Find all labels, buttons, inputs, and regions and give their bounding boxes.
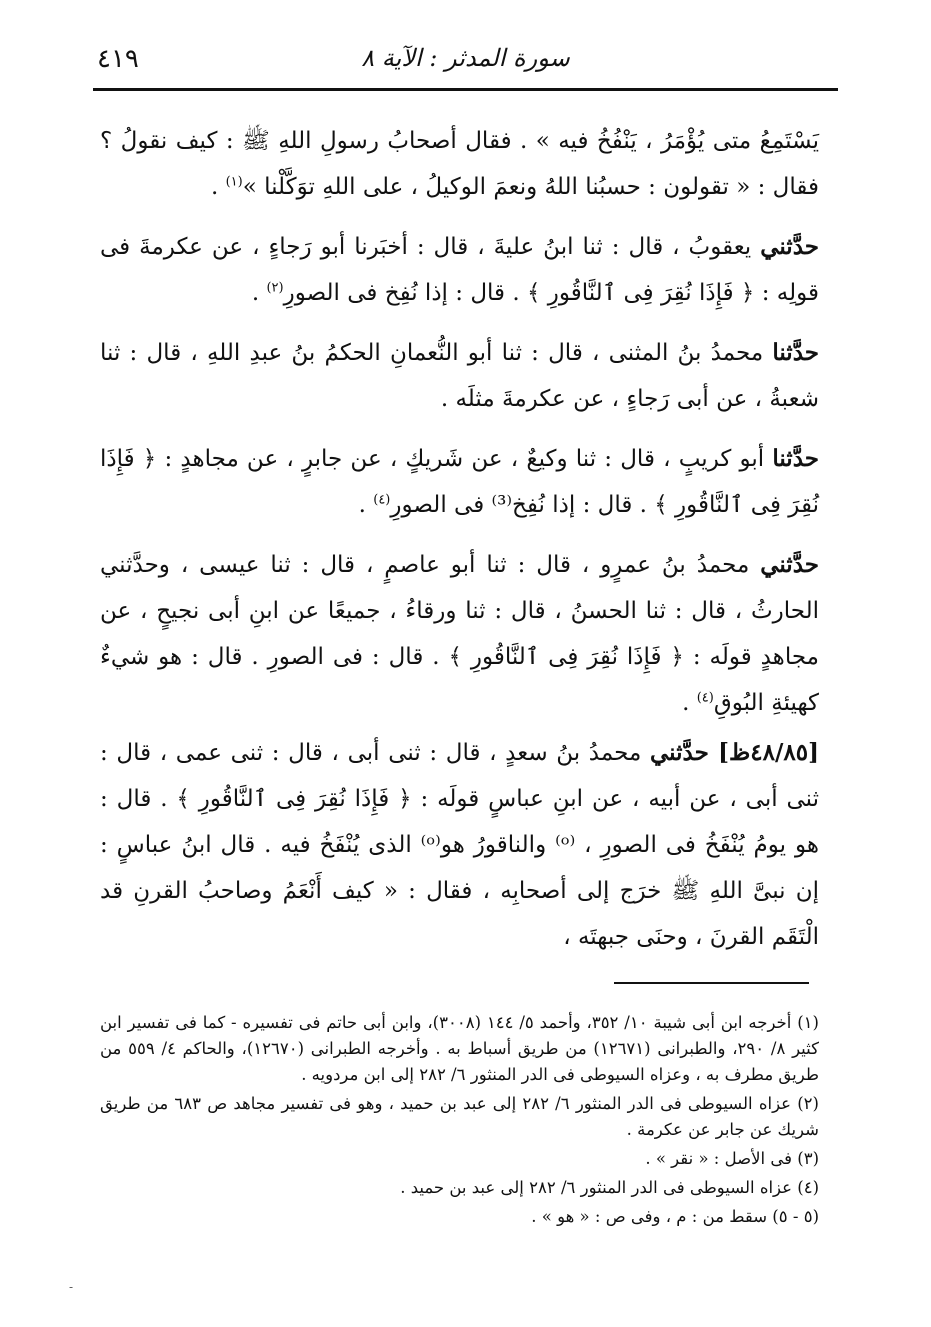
footnote-ref: (١): [225, 174, 243, 190]
footnote: (١) أخرجه ابن أبى شيبة ١٠/ ٣٥٢، وأحمد ٥/ ١٤٤ (٣٠٠٨)، وابن أبى حاتم فى تفسيره - كما فى تفسير ابن كثير ٨/ ٢٩٠، والطبرانى (١٢٦٧١) من طريق أسباط به . وأخرجه الطبرانى (١٢٦٧٠)، والحاكم ٤/ ٥٥٩ من طريق مطرف به ، وعزاه السيوطى فى الدر المنثور ٦/ ٢٨٢ إلى ابن مردويه .: [100, 1013, 819, 1084]
main-text: [100, 118, 819, 974]
paragraph-text: محمدُ بنُ عمرٍو ، قال : ثنا أبو عاصمٍ ، قال : ثنا عيسى ، وحدَّثني الحارثُ ، قال : ثنا الحسنُ ، قال : ثنا ورقاءُ ، جميعًا عن ابنِ أبى نجيحٍ ، عن مجاهدٍ قولَه : ﴿ فَإِذَا نُقِرَ فِى ٱلنَّاقُورِ ﴾ . قال : فى الصورِ . قال : هو شيءٌ كهيئةِ البُوقِ: [100, 552, 819, 716]
footnote-divider: [614, 982, 809, 984]
paragraph-text: محمدُ بنُ سعدٍ ، قال : ثنى أبى ، قال : ثنى عمى ، قال : ثنى أبى ، عن أبيه ، عن ابنِ عباسٍ قولَه : ﴿ فَإِذَا نُقِرَ فِى ٱلنَّاقُورِ ﴾ . قال : هو يومُ يُنْفَخُ فى الصورِ ، ⁽ᵒ⁾ والناقورُ هو⁽ᵒ⁾ الذى يُنْفَخُ فيه . قال ابنُ عباسٍ : إن نبىَّ اللهِ ﷺ خرَج إلى أصحابِه ، فقال : « كيف أَنْعَمُ وصاحبُ القرنِ قد الْتَقَم القرنَ ، وحنَى جبهتَه ،: [100, 740, 819, 950]
paragraph: [100, 542, 819, 726]
paragraph-text: أبو كريبٍ ، قال : ثنا وكيعٌ ، عن شَريكٍ ، عن جابرٍ ، عن مجاهدٍ : ﴿ فَإِذَا نُقِرَ فِى ٱلنَّاقُورِ ﴾ . قال : إذا نُفِخ⁽³⁾ فى الصورِ: [100, 446, 819, 518]
paragraph: [100, 730, 819, 960]
paragraph: [100, 330, 819, 422]
footnote-ref: (٢): [266, 280, 284, 296]
footnote: (٤) عزاه السيوطى فى الدر المنثور ٦/ ٢٨٢ إلى عبد بن حميد .: [400, 1178, 819, 1197]
paragraph-tail: .: [440, 386, 456, 412]
paragraph-tail: .: [210, 174, 226, 200]
paragraph-lead: حدَّثني: [760, 551, 819, 578]
paragraph-lead: حدَّثنا: [772, 445, 819, 472]
paragraph-text: محمدُ بنُ المثنى ، قال : ثنا أبو النُّعمانِ الحكمُ بنُ عبدِ اللهِ ، قال : ثنا شعبةُ ، عن أبى رَجاءٍ ، عن عكرمةَ مثلَه: [100, 340, 819, 412]
footnote: (٥ - ٥) سقط من : م ، وفى ص : « هو » .: [531, 1207, 819, 1226]
running-header: [93, 38, 838, 91]
paragraph-tail: .: [682, 690, 697, 716]
paragraph-lead: حدَّثنا: [772, 339, 819, 366]
footnote-ref: (٤): [696, 690, 714, 706]
footnote: (٣) فى الأصل : « نقر » .: [645, 1149, 819, 1168]
footnote: (٢) عزاه السيوطى فى الدر المنثور ٦/ ٢٨٢ إلى عبد بن حميد ، وهو فى تفسير مجاهد ص ٦٨٣ من طريق شريك عن جابر عن عكرمة .: [100, 1094, 819, 1139]
margin-mark: -: [69, 1280, 74, 1294]
paragraph: [100, 224, 819, 316]
paragraph-text: يعقوبُ ، قال : ثنا ابنُ عليةَ ، قال : أخبَرنا أبو رَجاءٍ ، عن عكرمةَ فى قولِه : ﴿ فَإِذَا نُقِرَ فِى ٱلنَّاقُورِ ﴾ . قال : إذا نُفِخ فى الصورِ: [100, 234, 819, 306]
paragraph-lead: [٤٨/٨٥ظ] حدَّثني: [649, 739, 819, 766]
paragraph: [100, 118, 819, 210]
running-title: سورة المدثر : الآية ٨: [361, 44, 570, 72]
footnotes: [100, 1010, 819, 1233]
paragraph: [100, 436, 819, 528]
footnote-ref: (٤): [373, 492, 391, 508]
paragraph-tail: .: [358, 492, 374, 518]
paragraph-lead: حدَّثني: [760, 233, 819, 260]
paragraph-tail: .: [251, 280, 267, 306]
paragraph-text: يَسْتَمِعُ متى يُؤْمَرُ ، يَنْفُخُ فيه » . فقال أصحابُ رسولِ اللهِ ﷺ : كيف نقولُ ؟ فقال : « تقولون : حسبُنا اللهُ ونعمَ الوكيلُ ، على اللهِ توَكَّلْنا »: [100, 128, 819, 200]
page-number: ٤١٩: [97, 44, 139, 74]
